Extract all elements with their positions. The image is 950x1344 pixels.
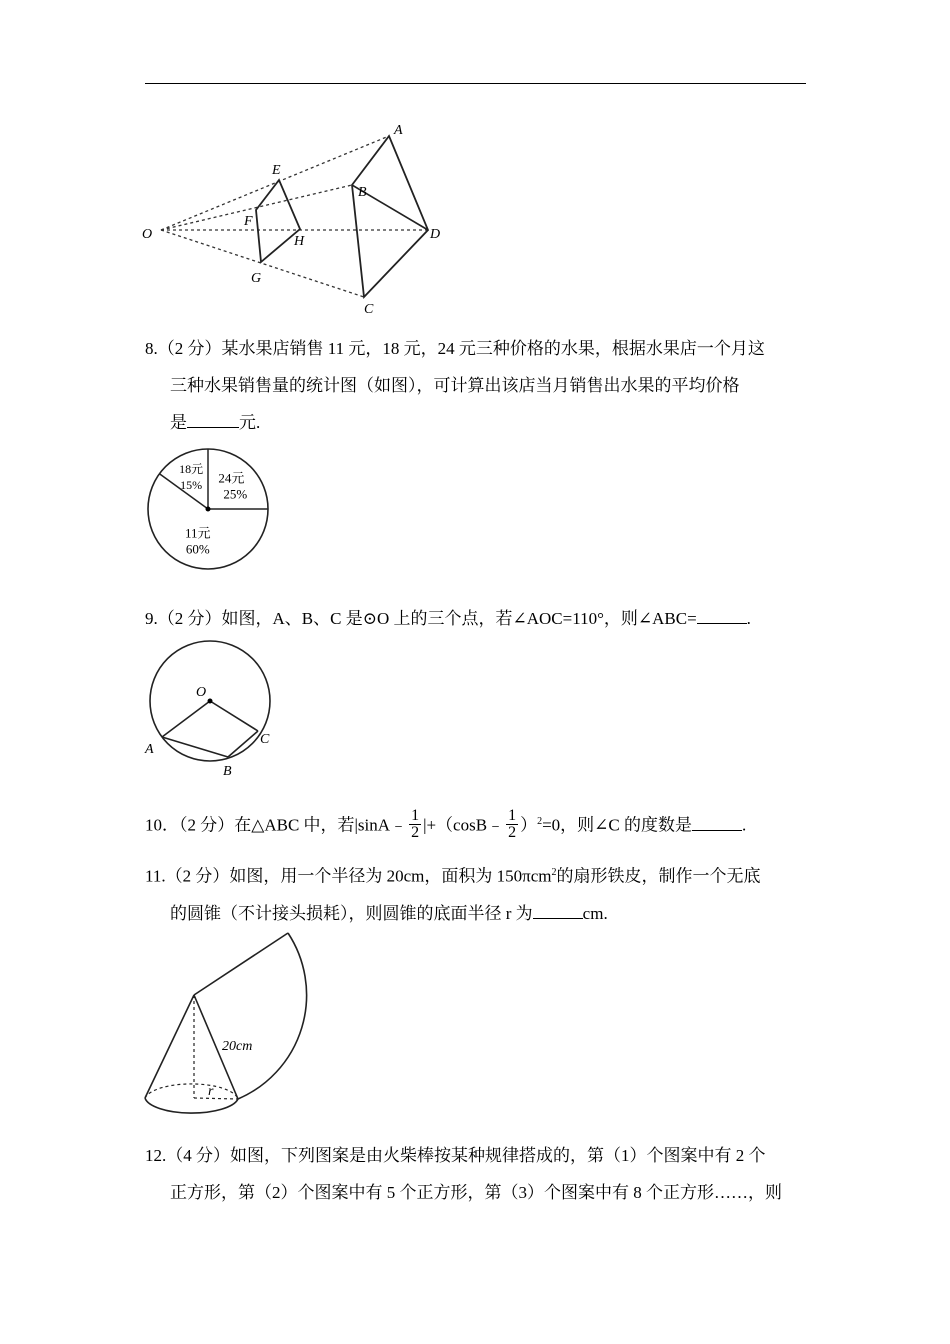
question-10	[145, 800, 810, 848]
question-11-line-2	[145, 895, 810, 932]
question-11-line-1	[145, 854, 810, 895]
pie-label-1: 18元	[179, 461, 204, 476]
question-10-line-1	[145, 800, 810, 848]
pie-chart	[145, 446, 271, 572]
question-12-line-1: 12.（4 分）如图，下列图案是由火柴棒按某种规律搭成的，第（1）个图案中有 2 个	[145, 1146, 766, 1165]
label-C: C	[260, 732, 270, 747]
question-8	[145, 330, 810, 441]
question-8-line-2: 三种水果销售量的统计图（如图），可计算出该店当月销售出水果的平均价格	[170, 376, 740, 395]
answer-blank-11[interactable]	[533, 901, 583, 919]
pie-center	[206, 507, 211, 512]
label-radius: 20cm	[222, 1039, 253, 1054]
question-12-line-2: 正方形，第（2）个图案中有 5 个正方形，第（3）个图案中有 8 个正方形……，则	[170, 1183, 782, 1202]
answer-blank-8[interactable]	[187, 410, 239, 428]
exponent: 2	[551, 867, 557, 878]
fraction-denominator: 2	[411, 824, 420, 842]
pie-value-0: 60%	[185, 541, 210, 557]
label-E: E	[272, 163, 281, 178]
question-9	[145, 600, 810, 637]
figure-circle	[140, 640, 280, 780]
pie-value-2: 25%	[223, 486, 248, 502]
header-rule	[145, 83, 806, 84]
label-F: F	[244, 214, 253, 229]
fraction-numerator: 1	[411, 807, 420, 825]
question-10-text: 10．（2 分）在△ABC 中，若|sinA﹣	[145, 815, 408, 835]
fraction-one-half-2	[506, 808, 518, 841]
question-8-line-3	[145, 404, 810, 441]
question-11-text: 11.（2 分）如图，用一个半径为 20cm，面积为 150πcm	[145, 866, 552, 886]
pie-label-2: 24元	[218, 470, 245, 486]
fraction-denominator: 2	[508, 824, 517, 842]
label-O: O	[196, 685, 207, 700]
fraction-one-half	[409, 808, 421, 841]
question-11-text-2: 的圆锥（不计接头损耗），则圆锥的底面半径 r 为	[170, 903, 533, 923]
question-11-text-b: 的扇形铁皮，制作一个无底	[556, 866, 761, 886]
label-O: O	[142, 227, 153, 242]
label-A: A	[394, 123, 403, 138]
question-8-unit: 元.	[239, 413, 261, 432]
question-9-line-1	[145, 600, 810, 637]
question-11	[145, 854, 810, 932]
answer-blank-10[interactable]	[692, 813, 742, 831]
label-G: G	[251, 271, 262, 286]
exponent: 2	[537, 816, 543, 827]
fraction-numerator: 1	[508, 807, 517, 825]
label-H: H	[294, 234, 305, 249]
question-10-text-end: =0，则∠C 的度数是	[542, 815, 692, 835]
question-12	[145, 1137, 810, 1211]
label-C: C	[364, 302, 374, 317]
question-9-end: .	[746, 609, 751, 628]
question-10-text-mid: |+（cosB﹣	[423, 815, 505, 835]
question-9-text: 9.（2 分）如图，A、B、C 是⊙O 上的三个点，若∠AOC=110°，则∠ABC=	[145, 609, 697, 628]
label-r: r	[208, 1084, 214, 1099]
question-8-line-1: 8.（2 分）某水果店销售 11 元，18 元，24 元三种价格的水果，根据水果店一个月这	[145, 339, 765, 358]
answer-blank-9[interactable]	[697, 606, 747, 624]
pie-label-0: 11元	[185, 525, 211, 541]
pie-value-1: 15%	[180, 477, 203, 492]
label-D: D	[430, 227, 441, 242]
question-10-end: .	[741, 815, 747, 835]
question-11-unit: cm.	[582, 903, 608, 923]
figure-cone-sector	[140, 928, 320, 1128]
question-10-paren: ）	[520, 815, 538, 835]
figure-homothety	[138, 118, 448, 318]
label-B: B	[358, 185, 367, 200]
label-B: B	[223, 764, 232, 779]
label-A: A	[145, 742, 154, 757]
question-8-text: 是	[170, 413, 187, 432]
